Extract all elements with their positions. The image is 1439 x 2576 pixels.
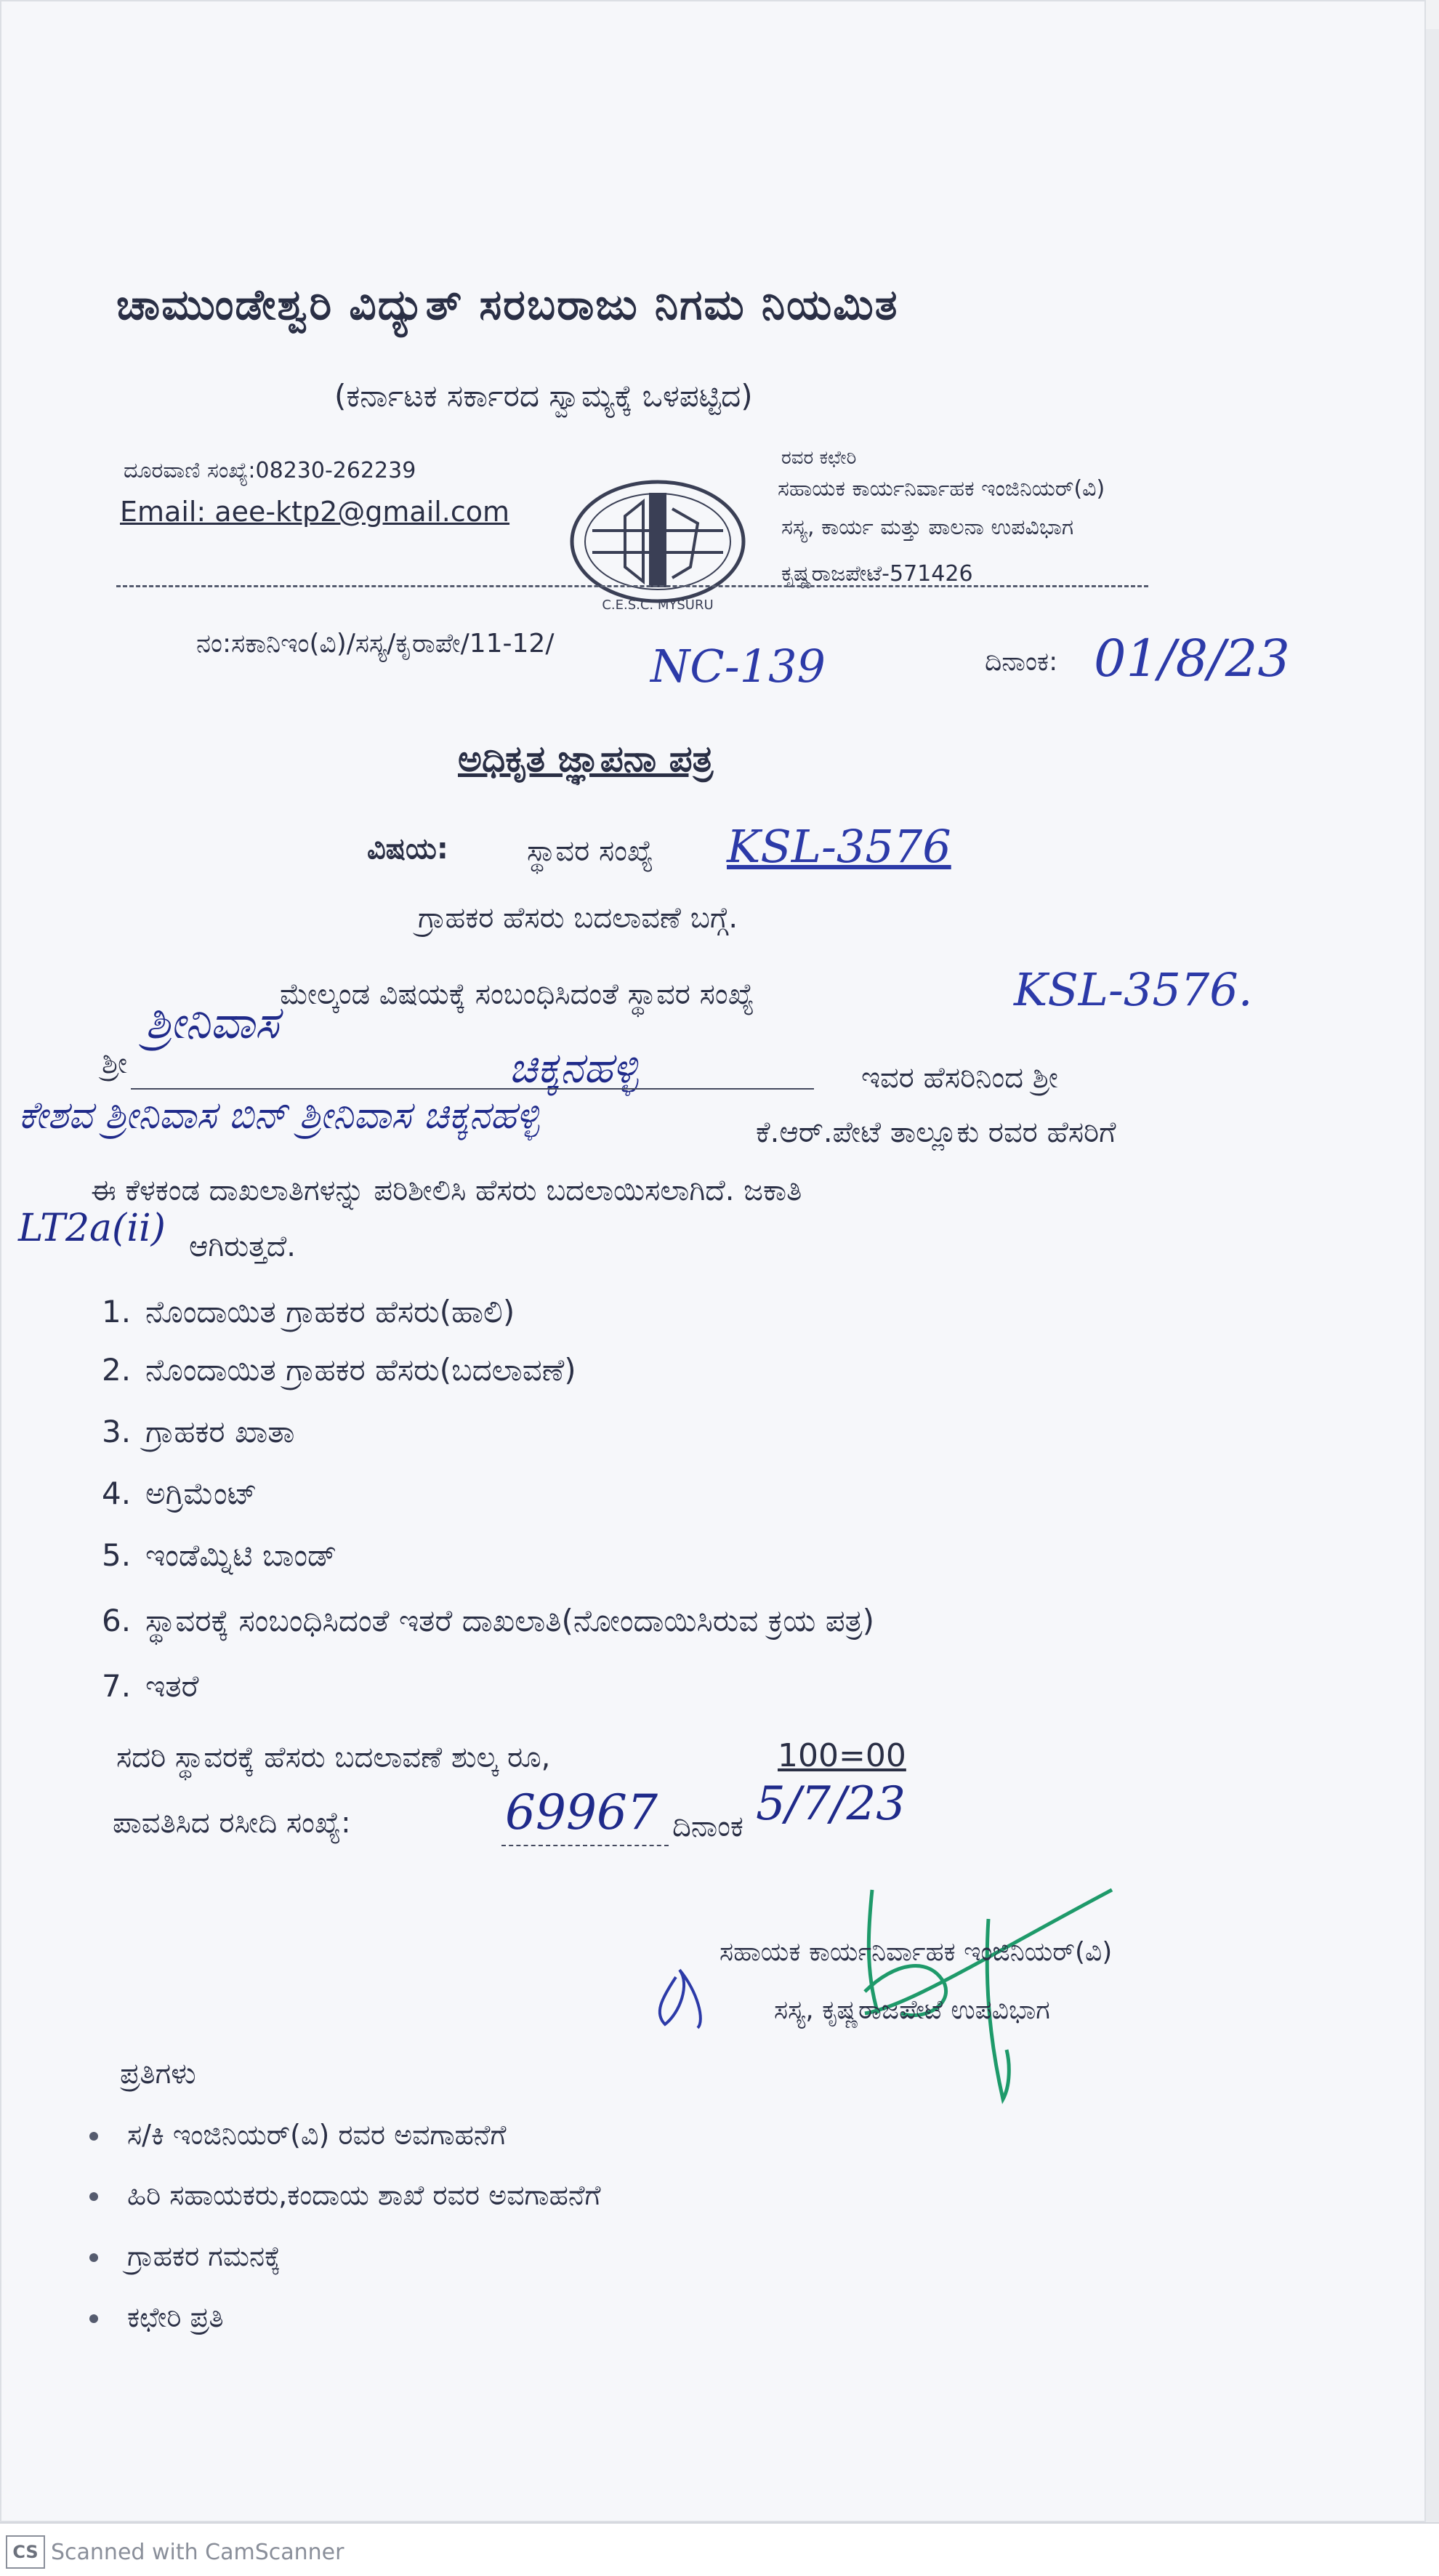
copy-recipient-text: ಸ/ಕಿ ಇಂಜಿನಿಯರ್(ವಿ) ರವರ ಅವಗಾಹನೆಗೆ bbox=[127, 2119, 507, 2151]
paragraph-line-2-suffix: ಇವರ ಹೆಸರಿನಿಂದ ಶ್ರೀ bbox=[861, 1061, 1058, 1095]
paragraph-line-3-handwritten: ಕೇಶವ ಶ್ರೀನಿವಾಸ ಬಿನ್ ಶ್ರೀನಿವಾಸ ಚಿಕ್ಕನಹಳ್ಳಿ bbox=[18, 1094, 540, 1138]
list-number: 6. bbox=[102, 1603, 132, 1638]
office-line-4: ಕೃಷ್ಣರಾಜಪೇಟೆ-571426 bbox=[781, 561, 973, 587]
paragraph-line-2-prefix: ಶ್ರೀ bbox=[102, 1047, 128, 1080]
office-line-2: ಸಹಾಯಕ ಕಾರ್ಯನಿರ್ವಾಹಕ ಇಂಜಿನಿಯರ್(ವಿ) bbox=[778, 476, 1105, 502]
org-subtitle: (ಕರ್ನಾಟಕ ಸರ್ಕಾರದ ಸ್ವಾಮ್ಯಕ್ಕೆ ಒಳಪಟ್ಟಿದ) bbox=[334, 378, 753, 414]
list-text: ನೊಂದಾಯಿತ ಗ್ರಾಹಕರ ಹೆಸರು(ಬದಲಾವಣೆ) bbox=[145, 1352, 576, 1388]
list-number: 1. bbox=[102, 1294, 132, 1329]
paragraph-line-5-suffix: ಆಗಿರುತ್ತದೆ. bbox=[189, 1230, 296, 1263]
receipt-date: 5/7/23 bbox=[756, 1777, 906, 1831]
name-fill-line bbox=[131, 1088, 814, 1090]
subject-installation-text: KSL-3576 bbox=[727, 820, 951, 873]
camscanner-label: Scanned with CamScanner bbox=[51, 2540, 344, 2565]
list-text: ಅಗ್ರಿಮೆಂಟ್ bbox=[145, 1476, 257, 1511]
fee-label: ಸದರಿ ಸ್ಥಾವರಕ್ಕೆ ಹೆಸರು ಬದಲಾವಣೆ ಶುಲ್ಕ ರೂ, bbox=[116, 1741, 551, 1774]
reference-number-handwritten: NC-139 bbox=[650, 640, 826, 693]
receipt-date-label: ದಿನಾಂಕ bbox=[672, 1810, 743, 1843]
fee-amount-text: 100=00 bbox=[778, 1737, 906, 1774]
list-text: ನೊಂದಾಯಿತ ಗ್ರಾಹಕರ ಹೆಸರು(ಹಾಲಿ) bbox=[145, 1294, 515, 1329]
copy-recipient-text: ಹಿರಿ ಸಹಾಯಕರು,ಕಂದಾಯ ಶಾಖೆ ರವರ ಅವಗಾಹನೆಗೆ bbox=[127, 2179, 601, 2211]
list-item bbox=[102, 1476, 257, 1512]
list-number: 4. bbox=[102, 1476, 132, 1511]
subject-label: ವಿಷಯ: bbox=[367, 832, 448, 866]
list-number: 5. bbox=[102, 1537, 132, 1573]
subject-installation-number bbox=[727, 820, 951, 873]
copy-recipient bbox=[127, 2179, 601, 2212]
signatory-designation: ಸಹಾಯಕ ಕಾರ್ಯನಿರ್ವಾಹಕ ಇಂಜಿನಿಯರ್(ವಿ) bbox=[720, 1937, 1113, 1967]
copy-recipient bbox=[127, 2240, 281, 2273]
bullet-icon bbox=[89, 2253, 98, 2262]
office-line-3: ಸಸ್ಯ, ಕಾರ್ಯ ಮತ್ತು ಪಾಲನಾ ಉಪವಿಭಾಗ bbox=[781, 515, 1074, 540]
receipt-number-line bbox=[501, 1845, 669, 1846]
fee-amount bbox=[778, 1737, 906, 1774]
copy-recipient bbox=[127, 2119, 507, 2152]
logo-caption: C.E.S.C. MYSURU bbox=[602, 597, 714, 613]
signature-mark bbox=[647, 1868, 1141, 2108]
header-divider bbox=[116, 585, 1148, 587]
tariff-handwritten: LT2a(ii) bbox=[18, 1207, 166, 1250]
bullet-icon bbox=[89, 2314, 98, 2323]
list-item bbox=[102, 1537, 336, 1574]
paragraph-line-2-village: ಚಿಕ್ಕನಹಳ್ಳಿ bbox=[509, 1043, 639, 1092]
list-text: ಇಂಡೆಮ್ನಿಟಿ ಬಾಂಡ್ bbox=[145, 1537, 337, 1573]
phone-number: ದೂರವಾಣಿ ಸಂಖ್ಯೆ:08230-262239 bbox=[124, 458, 416, 483]
email-text: Email: aee-ktp2@gmail.com bbox=[120, 496, 510, 528]
org-name: ಚಾಮುಂಡೇಶ್ವರಿ ವಿದ್ಯುತ್ ಸರಬರಾಜು ನಿಗಮ ನಿಯಮಿತ bbox=[116, 280, 899, 329]
list-text: ಇತರೆ bbox=[145, 1668, 199, 1704]
paragraph-line-2-name: ಶ್ರೀನಿವಾಸ bbox=[145, 996, 279, 1049]
subject-text: ಸ್ಥಾವರ ಸಂಖ್ಯೆ bbox=[527, 834, 654, 868]
list-text: ಸ್ಥಾವರಕ್ಕೆ ಸಂಬಂಧಿಸಿದಂತೆ ಇತರೆ ದಾಖಲಾತಿ(ನೋಂದಾಯಿಸಿರುವ ಕ್ರಯ ಪತ್ರ) bbox=[145, 1603, 875, 1638]
office-line-1: ರವರ ಕಛೇರಿ bbox=[781, 447, 857, 469]
signatory-office: ಸಸ್ಯ, ಕೃಷ್ಣರಾಜಪೇಟೆ ಉಪವಿಭಾಗ bbox=[774, 1995, 1050, 2025]
reference-number-prefix: ನಂ:ಸಕಾನಿಇಂ(ವಿ)/ಸಸ್ಯ/ಕೃರಾಪೇ/11-12/ bbox=[196, 629, 555, 659]
list-number: 7. bbox=[102, 1668, 132, 1704]
document-heading: ಅಧಿಕೃತ ಜ್ಞಾಪನಾ ಪತ್ರ bbox=[458, 738, 714, 780]
email-address bbox=[120, 496, 509, 528]
copies-heading: ಪ್ರತಿಗಳು bbox=[120, 2057, 196, 2090]
receipt-number: 69967 bbox=[505, 1784, 658, 1840]
bullet-icon bbox=[89, 2132, 98, 2141]
receipt-label: ಪಾವತಿಸಿದ ರಸೀದಿ ಸಂಖ್ಯೆ: bbox=[113, 1806, 351, 1840]
cesc-logo bbox=[563, 472, 752, 614]
camscanner-logo: CS bbox=[6, 2535, 45, 2569]
scanner-footer bbox=[0, 2522, 1439, 2576]
list-text: ಗ್ರಾಹಕರ ಖಾತಾ bbox=[145, 1414, 295, 1449]
bullet-icon bbox=[89, 2192, 98, 2201]
list-item bbox=[102, 1352, 576, 1388]
copy-recipient bbox=[127, 2301, 224, 2334]
list-item bbox=[102, 1294, 515, 1330]
paragraph-line-4: ಈ ಕೆಳಕಂಡ ದಾಖಲಾತಿಗಳನ್ನು ಪರಿಶೀಲಿಸಿ ಹೆಸರು ಬದಲಾಯಿಸಲಾಗಿದೆ. ಜಕಾತಿ bbox=[91, 1174, 802, 1207]
copy-recipient-text: ಗ್ರಾಹಕರ ಗಮನಕ್ಕೆ bbox=[127, 2240, 281, 2272]
date-label: ದಿನಾಂಕ: bbox=[985, 647, 1058, 677]
date-handwritten: 01/8/23 bbox=[1094, 629, 1290, 688]
list-number: 3. bbox=[102, 1414, 132, 1449]
list-item bbox=[102, 1603, 874, 1639]
list-number: 2. bbox=[102, 1352, 132, 1388]
list-item bbox=[102, 1414, 294, 1450]
subject-line-2: ಗ್ರಾಹಕರ ಹೆಸರು ಬದಲಾವಣೆ ಬಗ್ಗೆ. bbox=[418, 901, 738, 935]
copy-recipient-text: ಕಛೇರಿ ಪ್ರತಿ bbox=[127, 2301, 224, 2333]
list-item bbox=[102, 1668, 198, 1704]
paragraph-line-3-suffix: ಕೆ.ಆರ್.ಪೇಟೆ ತಾಲ್ಲೂಕು ರವರ ಹೆಸರಿಗೆ bbox=[756, 1116, 1116, 1149]
paragraph-line-1-text: ಮೇಲ್ಕಂಡ ವಿಷಯಕ್ಕೆ ಸಂಬಂಧಿಸಿದಂತೆ ಸ್ಥಾವರ ಸಂಖ್ಯೆ bbox=[280, 978, 754, 1011]
paragraph-line-1-installation: KSL-3576. bbox=[1014, 963, 1253, 1016]
